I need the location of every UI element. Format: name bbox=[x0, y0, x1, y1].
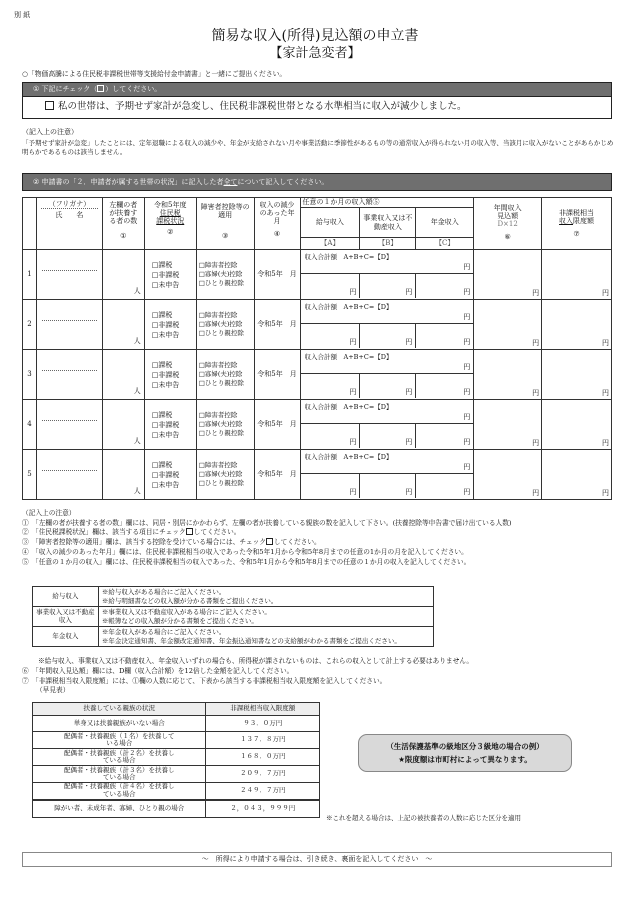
deduction-options[interactable]: □障害者控除 □寡婦(夫)控除 □ひとり親控除 bbox=[196, 450, 254, 500]
pension-header: 年金収入 bbox=[416, 208, 474, 238]
notes3-block bbox=[22, 667, 612, 696]
pension-yen: 円 bbox=[463, 437, 471, 446]
furigana-field[interactable] bbox=[42, 312, 97, 321]
salary-yen: 円 bbox=[349, 487, 357, 496]
income-cell[interactable] bbox=[300, 350, 474, 400]
limits-amount: ９３．０万円 bbox=[206, 716, 320, 732]
statement-checkbox[interactable] bbox=[45, 101, 54, 110]
income-group-header: 任意の１か月の収入額⑤ bbox=[300, 198, 474, 208]
note-asterisk: ※給与収入、事業収入又は不動産収入、年金収入いずれの場合も、所得税が課されないものは、これらの収入として計上する必要はありません。 bbox=[38, 657, 474, 665]
limit-field[interactable]: 円 bbox=[542, 350, 612, 400]
income-cell[interactable] bbox=[300, 250, 474, 300]
section1-note-text: 「予期せず家計が急変」したことには、定年退職による収入の減少や、年金が支給されない月や事業活動に季節性があるもの等の通常収入が得られない月の収入等、当該月に収入がないことがあらかじめ明らかであるものは該当しません。 bbox=[22, 139, 614, 157]
notes-block bbox=[22, 509, 614, 567]
pension-yen: 円 bbox=[463, 387, 471, 396]
note2-check-icon bbox=[186, 528, 193, 535]
dependents-field[interactable]: 人 bbox=[102, 250, 144, 300]
callout-box bbox=[358, 734, 572, 772]
month-field[interactable]: 令和5年 月 bbox=[254, 350, 300, 400]
month-field[interactable]: 令和5年 月 bbox=[254, 450, 300, 500]
table-row bbox=[23, 300, 612, 350]
salary-yen: 円 bbox=[349, 437, 357, 446]
income-doc-row: 事業収入又は不動産収入 ※事業収入又は不動産収入がある場合にご記入ください。 ※帳簿などの収入額が分かる書類をご提出ください。 bbox=[33, 607, 434, 627]
col7-num: ⑦ bbox=[573, 230, 580, 239]
pension-yen: 円 bbox=[463, 287, 471, 296]
note-4: ④ 「収入の減少のあった年月」欄には、住民税非課税相当の収入であった令和5年1月から令和5年8月までの任意の1か月の月を記入してください。 bbox=[22, 547, 468, 556]
limit-field[interactable]: 円 bbox=[542, 250, 612, 300]
limits-amount: １６８．０万円 bbox=[206, 749, 320, 766]
business-yen: 円 bbox=[405, 337, 413, 346]
limits-special-status: 障がい者、未成年者、寡婦、ひとり親の場合 bbox=[33, 800, 206, 818]
total-yen: 円 bbox=[463, 312, 471, 321]
limits-row bbox=[33, 732, 320, 749]
annual-field[interactable]: 円 bbox=[474, 450, 542, 500]
business-header: 事業収入又は不動産収入 bbox=[360, 208, 416, 238]
limit-field[interactable]: 円 bbox=[542, 400, 612, 450]
section2-bar-emph: 全て bbox=[223, 178, 238, 186]
note-1: ① 「左欄の者が扶養する者の数」欄には、同居・別居にかかわらず、左欄の者が扶養している親族の数を記入して下さい。(扶養控除等申告書で届け出ている人数) bbox=[22, 518, 512, 527]
limits-status: 配偶者・扶養親族（計２名）を扶養している場合 bbox=[33, 749, 206, 766]
pension-yen: 円 bbox=[463, 487, 471, 496]
income-total-label: 収入合計額 A+B+C=【D】 bbox=[304, 453, 393, 461]
annual-header-2: 見込額 bbox=[497, 212, 519, 221]
salary-yen: 円 bbox=[349, 387, 357, 396]
month-field[interactable]: 令和5年 月 bbox=[254, 300, 300, 350]
limits-header-status: 扶養している親族の状況 bbox=[33, 703, 206, 716]
note3-check-icon bbox=[266, 538, 273, 545]
row-number: 3 bbox=[23, 350, 37, 400]
dependents-field[interactable]: 人 bbox=[102, 450, 144, 500]
page-subtitle: 【家計急変者】 bbox=[269, 46, 361, 61]
col-a-label: 【A】 bbox=[300, 238, 360, 250]
limits-row bbox=[33, 783, 320, 800]
section1-bar-pre: ① 下記にチェック（ bbox=[33, 85, 98, 93]
limit-header-1: 非課税相当 bbox=[559, 209, 595, 217]
limits-status: 配偶者・扶養親族（計３名）を扶養している場合 bbox=[33, 766, 206, 783]
section1-note-head: （記入上の注意） bbox=[22, 128, 78, 136]
income-cell[interactable] bbox=[300, 450, 474, 500]
attachment-tag: 別 紙 bbox=[14, 11, 31, 19]
business-yen: 円 bbox=[405, 387, 413, 396]
tax-status-header-1: 令和5年度 bbox=[154, 201, 187, 209]
annual-field[interactable]: 円 bbox=[474, 400, 542, 450]
limits-table bbox=[32, 702, 320, 818]
col3-num: ③ bbox=[221, 232, 229, 241]
special-note: ※これを超える場合は、上記の被扶養者の人数に応じた区分を適用 bbox=[326, 814, 521, 822]
limits-amount: １３７．８万円 bbox=[206, 732, 320, 749]
limit-header-2: 収入 bbox=[559, 217, 574, 226]
income-doc-row: 年金収入 ※年金収入がある場合にご記入ください。 ※年金決定通知書、年金額改定通知書、年金振込通知書などの支給額がわかる書類をご提出ください。 bbox=[33, 627, 434, 647]
deduction-options[interactable]: □障害者控除 □寡婦(夫)控除 □ひとり親控除 bbox=[196, 350, 254, 400]
limits-status: 配偶者・扶養親族（計４名）を扶養している場合 bbox=[33, 783, 206, 800]
callout-line-1: （生活保護基準の級地区分３級地の場合の例） bbox=[386, 742, 544, 751]
section1-statement-box bbox=[22, 97, 612, 119]
section2-bar bbox=[22, 173, 612, 191]
limits-amount: ２４９．７万円 bbox=[206, 783, 320, 800]
household-table bbox=[22, 197, 612, 500]
limit-field[interactable]: 円 bbox=[542, 300, 612, 350]
limits-special-amount: ２，０４３，９９９円 bbox=[206, 800, 320, 818]
limits-row bbox=[33, 749, 320, 766]
tax-status-header-3: 課税状況 bbox=[156, 217, 185, 226]
furigana-header: （フリガナ） bbox=[48, 200, 91, 208]
total-yen: 円 bbox=[463, 462, 471, 471]
deduction-options[interactable]: □障害者控除 □寡婦(夫)控除 □ひとり親控除 bbox=[196, 300, 254, 350]
dependents-header: 左欄の者が扶養する者の数 bbox=[109, 201, 138, 226]
note-7: ⑦ 「非課税相当収入限度額」には、①欄の人数に応じて、下表から該当する非課税相当収入限度額を記入してください。 bbox=[22, 676, 387, 685]
tax-status-options[interactable]: □課税 □非課税 □未申告 bbox=[144, 250, 196, 300]
annual-field[interactable]: 円 bbox=[474, 350, 542, 400]
notes-head: （記入上の注意） bbox=[22, 509, 76, 517]
row-number: 2 bbox=[23, 300, 37, 350]
col-c-label: 【C】 bbox=[416, 238, 474, 250]
pension-yen: 円 bbox=[463, 337, 471, 346]
business-yen: 円 bbox=[405, 437, 413, 446]
footer-bar: ～ 所得により申請する場合は、引き続き、裏面を記入してください ～ bbox=[22, 852, 612, 867]
income-total-label: 収入合計額 A+B+C=【D】 bbox=[304, 253, 393, 261]
dependents-field[interactable]: 人 bbox=[102, 350, 144, 400]
tax-status-options[interactable]: □課税 □非課税 □未申告 bbox=[144, 450, 196, 500]
annual-header-1: 年間収入 bbox=[493, 204, 522, 212]
income-total-label: 収入合計額 A+B+C=【D】 bbox=[304, 353, 393, 361]
salary-header: 給与収入 bbox=[300, 208, 360, 238]
deduction-options[interactable]: □障害者控除 □寡婦(夫)控除 □ひとり親控除 bbox=[196, 400, 254, 450]
limits-row bbox=[33, 766, 320, 783]
col2-num: ② bbox=[167, 228, 174, 237]
section2-bar-pre: ② 申請書の「２．申請者が属する世帯の状況」に記入した者 bbox=[33, 178, 224, 186]
month-field[interactable]: 令和5年 月 bbox=[254, 400, 300, 450]
income-total-label: 収入合計額 A+B+C=【D】 bbox=[304, 403, 393, 411]
intro-text: ○「物価高騰による住民税非課税世帯等支援給付金申請書」と一緒にご提出ください。 bbox=[22, 70, 287, 78]
page-title: 簡易な収入(所得)見込額の申立書 bbox=[211, 28, 419, 44]
limit-field[interactable]: 円 bbox=[542, 450, 612, 500]
note-2: ② 「住民税課税状況」欄は、該当する項目にチェック してください。 bbox=[22, 528, 241, 537]
table-row bbox=[23, 450, 612, 500]
statement-text: 私の世帯は、予期せず家計が急変し、住民税非課税世帯となる水準相当に収入が減少しました。 bbox=[58, 101, 467, 112]
tax-status-header-2: 住民税 bbox=[159, 209, 181, 218]
check-icon bbox=[97, 85, 104, 92]
income-doc-label: 給与収入 bbox=[33, 587, 99, 607]
total-yen: 円 bbox=[463, 412, 471, 421]
note-3: ③ 「障害者控除等の適用」欄は、該当する控除を受けている場合には、チェック してください。 bbox=[22, 538, 321, 547]
annual-header-3: D×12 bbox=[497, 220, 518, 229]
limit-header-3: 限度額 bbox=[573, 217, 595, 226]
tax-status-options[interactable]: □課税 □非課税 □未申告 bbox=[144, 350, 196, 400]
salary-yen: 円 bbox=[349, 287, 357, 296]
col1-num: ① bbox=[120, 232, 127, 241]
limits-row bbox=[33, 716, 320, 732]
business-yen: 円 bbox=[405, 287, 413, 296]
furigana-field[interactable] bbox=[42, 462, 97, 471]
limits-amount: ２０９．７万円 bbox=[206, 766, 320, 783]
table-row bbox=[23, 350, 612, 400]
furigana-field[interactable] bbox=[42, 412, 97, 421]
note-6: ⑥ 「年間収入見込額」欄には、D欄（収入合計額）を12倍した金額を記入してください。 bbox=[22, 667, 294, 675]
callout-line-2: ★限度額は市町村によって異なります。 bbox=[398, 755, 532, 764]
month-header: 収入の減少のあった年月 bbox=[259, 201, 295, 226]
salary-yen: 円 bbox=[349, 337, 357, 346]
furigana-field[interactable] bbox=[42, 362, 97, 371]
tax-status-options[interactable]: □課税 □非課税 □未申告 bbox=[144, 300, 196, 350]
total-yen: 円 bbox=[463, 362, 471, 371]
dependents-field[interactable]: 人 bbox=[102, 400, 144, 450]
col-b-label: 【B】 bbox=[360, 238, 416, 250]
col4-num: ④ bbox=[273, 230, 281, 239]
quick-ref-label: （早見表） bbox=[36, 686, 70, 695]
deduction-header: 障害者控除等の適用 bbox=[200, 203, 250, 220]
limits-status: 単身又は扶養親族がいない場合 bbox=[33, 716, 206, 732]
income-cell[interactable] bbox=[300, 300, 474, 350]
limits-status: 配偶者・扶養親族（１名）を扶養している場合 bbox=[33, 732, 206, 749]
section2-bar-post: について記入してください。 bbox=[237, 178, 329, 186]
notes2-block bbox=[38, 657, 618, 667]
month-field[interactable]: 令和5年 月 bbox=[254, 250, 300, 300]
row-number: 4 bbox=[23, 400, 37, 450]
section1-bar bbox=[22, 82, 612, 97]
income-doc-row: 給与収入 ※給与収入がある場合にご記入ください。 ※給与明細書などの収入額が分かる書類をご提出ください。 bbox=[33, 587, 434, 607]
business-yen: 円 bbox=[405, 487, 413, 496]
limits-header-amount: 非課税相当収入限度額 bbox=[206, 703, 320, 716]
annual-field[interactable]: 円 bbox=[474, 300, 542, 350]
name-header: 氏 名 bbox=[55, 211, 84, 220]
col6-num: ⑥ bbox=[504, 233, 511, 242]
tax-status-options[interactable]: □課税 □非課税 □未申告 bbox=[144, 400, 196, 450]
annual-field[interactable]: 円 bbox=[474, 250, 542, 300]
row-number: 5 bbox=[23, 450, 37, 500]
income-doc-label: 事業収入又は不動産収入 bbox=[33, 607, 99, 627]
income-docs-table bbox=[32, 586, 434, 647]
note-5: ⑤ 「任意の１か月の収入」欄には、住民税非課税相当の収入であった、令和5年1月から令和5年8月までの任意の１か月の収入を記入してください。 bbox=[22, 557, 471, 566]
income-cell[interactable] bbox=[300, 400, 474, 450]
deduction-options[interactable]: □障害者控除 □寡婦(夫)控除 □ひとり親控除 bbox=[196, 250, 254, 300]
income-doc-label: 年金収入 bbox=[33, 627, 99, 647]
dependents-field[interactable]: 人 bbox=[102, 300, 144, 350]
table-row bbox=[23, 400, 612, 450]
section1-bar-post: ）してください。 bbox=[105, 85, 162, 93]
total-yen: 円 bbox=[463, 262, 471, 271]
row-number: 1 bbox=[23, 250, 37, 300]
income-total-label: 収入合計額 A+B+C=【D】 bbox=[304, 303, 393, 311]
table-row bbox=[23, 250, 612, 300]
furigana-field[interactable] bbox=[42, 262, 97, 271]
